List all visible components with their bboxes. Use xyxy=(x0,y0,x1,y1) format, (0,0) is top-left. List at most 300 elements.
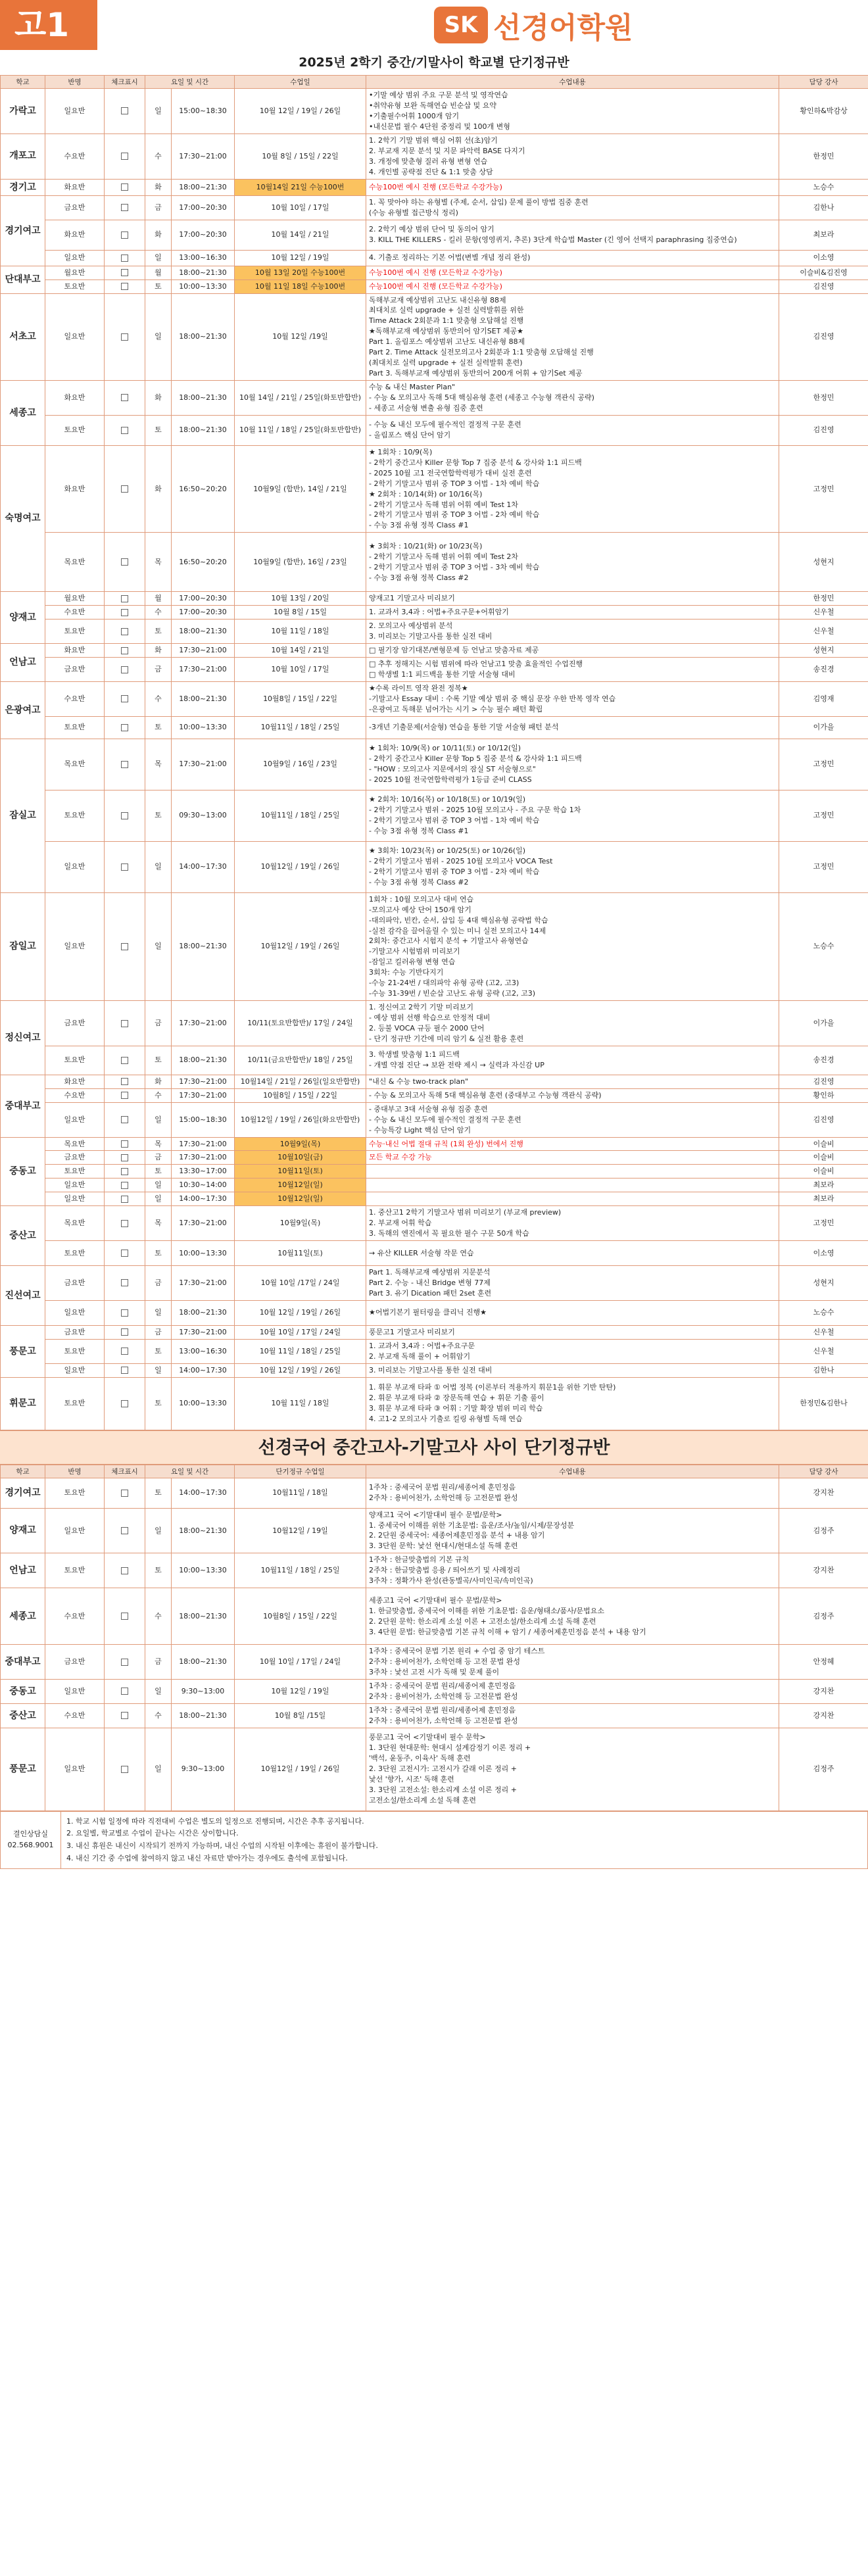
day-cell: 일 xyxy=(145,1192,172,1206)
day-cell: 일 xyxy=(145,250,172,266)
logo-mark: SK xyxy=(434,7,488,43)
checkbox[interactable] xyxy=(121,1182,128,1189)
school-name: 풍문고 xyxy=(1,1325,45,1377)
teacher-cell: 김진영 xyxy=(779,1075,868,1088)
time-cell: 18:00~21:30 xyxy=(172,620,235,644)
check-cell xyxy=(105,1266,145,1301)
teacher-cell: 강지찬 xyxy=(779,1679,868,1703)
teacher-cell: 이슬비&김진영 xyxy=(779,266,868,279)
content-line: - 단기 정규반 기간에 미리 암기 & 실전 활용 훈련 xyxy=(369,1034,524,1043)
content-line: -수능 21-24번 / 대의파악 유형 공략 (고2, 고3) xyxy=(369,979,519,988)
table-row xyxy=(1,279,868,293)
teacher-cell: 황인하&박감상 xyxy=(779,89,868,134)
day-cell: 목 xyxy=(145,1137,172,1151)
time-cell: 17:30~21:00 xyxy=(172,1137,235,1151)
check-cell xyxy=(105,1478,145,1508)
table-row xyxy=(1,892,868,1000)
grade-label: 고1 xyxy=(0,0,97,50)
table-row xyxy=(1,1102,868,1137)
class-name: 토요반 xyxy=(45,790,105,841)
content-line: •내신문법 필수 4단원 중정리 및 100개 변형 xyxy=(369,122,510,131)
checkbox[interactable] xyxy=(121,761,128,768)
table-row xyxy=(1,445,868,533)
content-line: -3개년 기출문제(서술형) 연습을 통한 기말 서술형 패턴 분석 xyxy=(369,723,559,732)
class-name: 수요반 xyxy=(45,606,105,620)
content-line: 2. 부교재 독해 풀이 + 어휘암기 xyxy=(369,1351,471,1361)
content-line: 2. 휘문 부교재 타파 ② 장문독해 연습 + 휘문 기출 풀이 xyxy=(369,1394,544,1403)
content-line: - 예상 범위 선행 학습으로 안정적 대비 xyxy=(369,1013,491,1023)
content-cell xyxy=(366,1001,779,1046)
checkbox[interactable] xyxy=(121,1168,128,1175)
schedule-table xyxy=(0,75,868,1430)
time-cell: 18:00~21:30 xyxy=(172,381,235,416)
time-cell: 17:30~21:00 xyxy=(172,1001,235,1046)
content-cell xyxy=(366,1645,779,1680)
class-name: 금요반 xyxy=(45,658,105,682)
content-line: 풍문고1 국어 <기말대비 필수 문학> xyxy=(369,1733,486,1742)
content-line: 수능100번 예시 진행 (모든학교 수강가능) xyxy=(369,281,502,291)
time-cell: 18:00~21:30 xyxy=(172,1300,235,1325)
content-line: Part 3. 유기 Dication 패턴 2set 훈련 xyxy=(369,1288,492,1298)
checkbox[interactable] xyxy=(121,1020,128,1027)
dates-cell: 10월12일 / 19일 xyxy=(235,1508,366,1553)
check-cell xyxy=(105,250,145,266)
dates-cell: 10월 14일 / 21일 xyxy=(235,644,366,658)
dates-cell: 10월 12일 / 19일 / 26일 xyxy=(235,1363,366,1377)
content-line: - 수능 3점 유형 정복 Class #1 xyxy=(369,521,469,530)
checkbox[interactable] xyxy=(121,333,128,341)
checkbox[interactable] xyxy=(121,485,128,493)
checkbox[interactable] xyxy=(121,1527,128,1534)
teacher-cell: 김영재 xyxy=(779,681,868,716)
checkbox[interactable] xyxy=(121,1250,128,1257)
time-cell: 14:00~17:30 xyxy=(172,1363,235,1377)
class-name: 화요반 xyxy=(45,179,105,195)
checkbox[interactable] xyxy=(121,1367,128,1374)
checkbox[interactable] xyxy=(121,1279,128,1286)
day-cell: 목 xyxy=(145,1206,172,1241)
content-line: Time Attack 2회분과 1:1 맞춤형 오답해설 진행 xyxy=(369,316,524,326)
day-cell: 화 xyxy=(145,1075,172,1088)
content-line: - 수능 & 모의고사 독해 5대 핵심유형 훈련 (세종고 수능형 객관식 공략) xyxy=(369,393,594,402)
academy-logo xyxy=(434,4,633,46)
content-line: Part 3. 독해부교재 예상범위 동반의어 200개 어휘 + 암기Set 제공 xyxy=(369,369,583,378)
checkbox[interactable] xyxy=(121,1057,128,1064)
teacher-cell: 최보라 xyxy=(779,1192,868,1206)
teacher-cell: 강지찬 xyxy=(779,1703,868,1728)
checkbox[interactable] xyxy=(121,204,128,211)
checkbox[interactable] xyxy=(121,609,128,616)
teacher-cell: 신우철 xyxy=(779,606,868,620)
teacher-cell: 김정주 xyxy=(779,1728,868,1810)
teacher-cell: 김진영 xyxy=(779,279,868,293)
content-line: Part 2. Time Attack 실전모의고사 2회분과 1:1 맞춤형 오답해설 진행 xyxy=(369,348,594,357)
checkbox[interactable] xyxy=(121,1116,128,1123)
check-cell xyxy=(105,1165,145,1179)
time-cell: 13:00~16:30 xyxy=(172,250,235,266)
column-header: 요일 및 시간 xyxy=(145,76,235,89)
day-cell: 금 xyxy=(145,1151,172,1165)
content-line: 3. 미리보는 기말고사를 통한 실전 대비 xyxy=(369,1365,493,1374)
teacher-cell: 고정민 xyxy=(779,445,868,533)
checkbox[interactable] xyxy=(121,1220,128,1227)
time-cell: 15:00~18:30 xyxy=(172,89,235,134)
dates-cell: 10월 12일 / 19일 xyxy=(235,250,366,266)
table-row xyxy=(1,415,868,445)
checkbox[interactable] xyxy=(121,1328,128,1336)
class-name: 화요반 xyxy=(45,445,105,533)
content-line: Part 1. 독해부교재 예상범위 지문분석 xyxy=(369,1268,491,1277)
content-cell xyxy=(366,716,779,739)
content-line: -대의파악, 빈칸, 순서, 삽입 등 4대 핵심유형 공략법 학습 xyxy=(369,915,548,925)
checkbox[interactable] xyxy=(121,595,128,602)
table-row xyxy=(1,716,868,739)
dates-cell: 10월 14일 / 21일 / 25일(화토반합반) xyxy=(235,381,366,416)
class-name: 금요반 xyxy=(45,1645,105,1680)
content-cell xyxy=(366,644,779,658)
checkbox[interactable] xyxy=(121,269,128,276)
teacher-cell: 김진영 xyxy=(779,293,868,381)
time-cell: 17:00~20:30 xyxy=(172,195,235,220)
teacher-cell: 이가을 xyxy=(779,1001,868,1046)
checkbox[interactable] xyxy=(121,394,128,401)
content-line: 풍문고1 기말고사 미리보기 xyxy=(369,1327,455,1336)
column-header: 수업내용 xyxy=(366,76,779,89)
content-cell xyxy=(366,841,779,892)
table-row xyxy=(1,1300,868,1325)
check-cell xyxy=(105,89,145,134)
checkbox[interactable] xyxy=(121,1309,128,1317)
column-header: 학교 xyxy=(1,76,45,89)
class-name: 일요반 xyxy=(45,1679,105,1703)
table-row xyxy=(1,89,868,134)
content-line: 4. 개인별 공략점 진단 & 1:1 맞춤 상담 xyxy=(369,167,493,176)
checkbox[interactable] xyxy=(121,812,128,819)
content-line: - 2학기 기말고사 범위 중 TOP 3 어법 - 2차 예비 학습 xyxy=(369,510,540,520)
content-cell xyxy=(366,739,779,790)
school-name: 풍문고 xyxy=(1,1728,45,1810)
content-cell xyxy=(366,195,779,220)
checkbox[interactable] xyxy=(121,943,128,950)
day-cell: 토 xyxy=(145,1241,172,1266)
time-cell: 14:00~17:30 xyxy=(172,841,235,892)
day-cell: 화 xyxy=(145,179,172,195)
time-cell: 9:30~13:00 xyxy=(172,1679,235,1703)
class-name: 일요반 xyxy=(45,1363,105,1377)
content-line: 3. 3단원 문학: 낯선 현대시/현대소설 독해 훈련 xyxy=(369,1542,518,1551)
time-cell: 17:30~21:00 xyxy=(172,1075,235,1088)
content-line: - 2학기 중간고사 Killer 문항 Top 5 집중 분석 & 강사와 1:1 피드백 xyxy=(369,754,582,764)
checkbox[interactable] xyxy=(121,1348,128,1355)
time-cell: 16:50~20:20 xyxy=(172,533,235,592)
day-cell: 토 xyxy=(145,1339,172,1363)
class-name: 화요반 xyxy=(45,381,105,416)
table-row xyxy=(1,658,868,682)
column-header: 단기정규 수업일 xyxy=(235,1465,366,1478)
dates-cell: 10월 10일 / 17일 xyxy=(235,658,366,682)
checkbox[interactable] xyxy=(121,231,128,239)
day-cell: 목 xyxy=(145,533,172,592)
check-cell xyxy=(105,1339,145,1363)
content-line: 2주차 : 한글맞춤법 응용 / 띄어쓰기 및 사례정리 xyxy=(369,1566,521,1575)
table-row xyxy=(1,1645,868,1680)
check-cell xyxy=(105,1046,145,1075)
consult-label: 결인상담실 xyxy=(12,1830,49,1839)
checkbox[interactable] xyxy=(121,1613,128,1620)
class-name: 수요반 xyxy=(45,681,105,716)
class-name: 일요반 xyxy=(45,1728,105,1810)
day-cell: 일 xyxy=(145,89,172,134)
table-row xyxy=(1,1553,868,1588)
content-line: - 수능특강 Light 핵심 단어 암기 xyxy=(369,1125,471,1134)
checkbox[interactable] xyxy=(121,1712,128,1719)
teacher-cell: 이슬비 xyxy=(779,1137,868,1151)
time-cell: 17:00~20:30 xyxy=(172,592,235,606)
check-cell xyxy=(105,644,145,658)
content-line: 양재고1 국어 <기말대비 필수 문법/문학> xyxy=(369,1510,502,1519)
check-cell xyxy=(105,1241,145,1266)
content-line: - 2학기 기말고사 범위 중 TOP 3 어법 - 1차 예비 학습 xyxy=(369,816,540,825)
content-cell xyxy=(366,220,779,250)
content-line: 1주차 : 한글맞춤법의 기본 규칙 xyxy=(369,1555,470,1565)
checkbox[interactable] xyxy=(121,647,128,654)
day-cell: 일 xyxy=(145,1679,172,1703)
day-cell: 화 xyxy=(145,220,172,250)
check-cell xyxy=(105,1363,145,1377)
content-cell xyxy=(366,790,779,841)
check-cell xyxy=(105,266,145,279)
content-line: - 개별 약점 진단 → 보완 전략 제시 → 실력과 자신감 UP xyxy=(369,1061,544,1070)
class-name: 금요반 xyxy=(45,195,105,220)
checkbox[interactable] xyxy=(121,628,128,635)
content-line: 수능100번 예시 진행 (모든학교 수강가능) xyxy=(369,182,502,191)
check-cell xyxy=(105,179,145,195)
school-name: 언남고 xyxy=(1,644,45,682)
content-cell xyxy=(366,445,779,533)
school-name: 중대부고 xyxy=(1,1645,45,1680)
check-cell xyxy=(105,195,145,220)
check-cell xyxy=(105,1679,145,1703)
teacher-cell: 이가을 xyxy=(779,716,868,739)
day-cell: 수 xyxy=(145,606,172,620)
teacher-cell: 성현지 xyxy=(779,533,868,592)
day-cell: 화 xyxy=(145,445,172,533)
footer-note: 3. 내신 휴원은 내신이 시작되기 전까지 가능하며, 내신 수업의 시작된 이후에는 휴원이 불가합니다. xyxy=(66,1841,378,1851)
content-cell xyxy=(366,1300,779,1325)
content-cell xyxy=(366,1206,779,1241)
teacher-cell: 이슬비 xyxy=(779,1151,868,1165)
table-row xyxy=(1,644,868,658)
content-line: - 2학기 기말고사 범위 중 TOP 3 어법 - 2차 예비 학습 xyxy=(369,867,540,877)
day-cell: 금 xyxy=(145,1325,172,1339)
teacher-cell: 김진영 xyxy=(779,415,868,445)
consult-phone: 02.568.9001 xyxy=(7,1840,54,1849)
check-cell xyxy=(105,1088,145,1102)
content-cell xyxy=(366,1377,779,1430)
class-name: 일요반 xyxy=(45,892,105,1000)
teacher-cell: 송진경 xyxy=(779,1046,868,1075)
table-row xyxy=(1,841,868,892)
day-cell: 금 xyxy=(145,1266,172,1301)
checkbox[interactable] xyxy=(121,427,128,434)
day-cell: 일 xyxy=(145,1102,172,1137)
day-cell: 화 xyxy=(145,381,172,416)
check-cell xyxy=(105,1001,145,1046)
content-cell xyxy=(366,1339,779,1363)
content-line: 수능100번 예시 진행 (모든학교 수강가능) xyxy=(369,268,502,277)
check-cell xyxy=(105,1553,145,1588)
checkbox[interactable] xyxy=(121,1567,128,1574)
content-line: 1. 교과서 3,4과 : 어법+주요구문+어휘암기 xyxy=(369,608,509,617)
class-name: 화요반 xyxy=(45,1075,105,1088)
checkbox[interactable] xyxy=(121,1140,128,1148)
dates-cell: 10월12일(일) xyxy=(235,1192,366,1206)
content-cell xyxy=(366,293,779,381)
check-cell xyxy=(105,606,145,620)
column-header: 반명 xyxy=(45,76,105,89)
teacher-cell: 송진경 xyxy=(779,658,868,682)
time-cell: 17:30~21:00 xyxy=(172,134,235,179)
footer-note: 1. 학교 시험 일정에 따라 직전대비 수업은 별도의 일정으로 진행되며, 시간은 추후 공지됩니다. xyxy=(66,1816,364,1826)
content-line: 2. 부교재 어휘 학습 xyxy=(369,1219,432,1228)
checkbox[interactable] xyxy=(121,1659,128,1666)
table-row xyxy=(1,1192,868,1206)
dates-cell: 10월12일 / 19일 / 26일 xyxy=(235,841,366,892)
dates-cell: 10월 10일 /17일 / 24일 xyxy=(235,1266,366,1301)
school-name: 중동고 xyxy=(1,1679,45,1703)
checkbox[interactable] xyxy=(121,1196,128,1203)
time-cell: 17:30~21:00 xyxy=(172,658,235,682)
time-cell: 17:30~21:00 xyxy=(172,1266,235,1301)
class-name: 월요반 xyxy=(45,266,105,279)
checkbox[interactable] xyxy=(121,183,128,191)
checkbox[interactable] xyxy=(121,1688,128,1695)
dates-cell: 10월10일(금) xyxy=(235,1151,366,1165)
checkbox[interactable] xyxy=(121,666,128,673)
content-line: ★ 2회차 : 10/14(화) or 10/16(목) xyxy=(369,489,483,498)
content-line: - 2025 10월 전국연합학력평가 1등급 준비 CLASS xyxy=(369,775,532,785)
content-line: 1주차 : 중세국어 문법 기본 원리 + 수업 중 암기 테스트 xyxy=(369,1647,545,1656)
dates-cell: 10월12일 / 19일 / 26일 xyxy=(235,1728,366,1810)
table-row xyxy=(1,1165,868,1179)
check-cell xyxy=(105,1179,145,1192)
day-cell: 금 xyxy=(145,195,172,220)
day-cell: 목 xyxy=(145,739,172,790)
check-cell xyxy=(105,739,145,790)
checkbox[interactable] xyxy=(121,153,128,160)
day-cell: 월 xyxy=(145,592,172,606)
content-line: 2주차 : 용비어천가, 소학언해 등 고전 문법 완성 xyxy=(369,1657,520,1666)
content-line: ★ 2회차: 10/16(목) or 10/18(토) or 10/19(일) xyxy=(369,795,526,804)
check-cell xyxy=(105,415,145,445)
dates-cell: 10월11일(토) xyxy=(235,1241,366,1266)
teacher-cell: 황인하 xyxy=(779,1088,868,1102)
school-name: 경기여고 xyxy=(1,1478,45,1508)
dates-cell: 10월8일 / 15일 / 22일 xyxy=(235,1088,366,1102)
dates-cell: 10월 10일 / 17일 / 24일 xyxy=(235,1645,366,1680)
checkbox[interactable] xyxy=(121,1490,128,1497)
class-name: 토요반 xyxy=(45,279,105,293)
table-row xyxy=(1,681,868,716)
checkbox[interactable] xyxy=(121,1078,128,1085)
dates-cell: 10/11(금요반합반)/ 18일 / 25일 xyxy=(235,1046,366,1075)
content-line: 1. 꼭 맞아야 하는 유형별 (주제, 순서, 삽입) 문제 풀이 방법 집중 훈련 xyxy=(369,197,589,207)
content-cell xyxy=(366,1137,779,1151)
check-cell xyxy=(105,1508,145,1553)
checkbox[interactable] xyxy=(121,283,128,290)
dates-cell: 10월12일(일) xyxy=(235,1179,366,1192)
content-line: - 수능 3점 유형 정복 Class #2 xyxy=(369,878,469,887)
content-line: 1. 교과서 3,4과 : 어법+주요구문 xyxy=(369,1341,475,1350)
checkbox[interactable] xyxy=(121,107,128,114)
content-line: 3주차 : 낯선 고전 시가 독해 및 문제 풀이 xyxy=(369,1668,500,1677)
dates-cell: 10월 8일 / 15일 xyxy=(235,606,366,620)
table-row xyxy=(1,1179,868,1192)
class-name: 일요반 xyxy=(45,1192,105,1206)
day-cell: 수 xyxy=(145,134,172,179)
content-line: 수능·내신 어법 절대 규칙 (1회 완성) 번에서 진행 xyxy=(369,1139,523,1148)
check-cell xyxy=(105,1102,145,1137)
checkbox[interactable] xyxy=(121,558,128,566)
class-name: 토요반 xyxy=(45,620,105,644)
checkbox[interactable] xyxy=(121,255,128,262)
class-name: 월요반 xyxy=(45,592,105,606)
dates-cell: 10월 13일 20일 수능100번 xyxy=(235,266,366,279)
time-cell: 9:30~13:00 xyxy=(172,1728,235,1810)
day-cell: 화 xyxy=(145,644,172,658)
checkbox[interactable] xyxy=(121,863,128,871)
time-cell: 18:00~21:30 xyxy=(172,892,235,1000)
dates-cell: 10월12일 / 19일 / 26일(화요반합반) xyxy=(235,1102,366,1137)
content-line: 2. 2학기 예상 범위 단어 및 동의어 암기 xyxy=(369,225,494,234)
teacher-cell: 노승수 xyxy=(779,179,868,195)
day-cell: 토 xyxy=(145,1165,172,1179)
checkbox[interactable] xyxy=(121,1092,128,1099)
time-cell: 17:30~21:00 xyxy=(172,1325,235,1339)
content-line: □ 추후 정해지는 시험 범위에 따라 언남고1 맞춤 효율적인 수업진행 xyxy=(369,660,583,669)
school-name: 단대부고 xyxy=(1,266,45,293)
content-line: 2. 2단원 중세국어: 세종어제훈민정음 분석 + 내용 암기 xyxy=(369,1531,545,1540)
content-cell xyxy=(366,1075,779,1088)
check-cell xyxy=(105,220,145,250)
content-cell xyxy=(366,1553,779,1588)
checkbox[interactable] xyxy=(121,695,128,702)
content-cell xyxy=(366,620,779,644)
class-name: 일요반 xyxy=(45,1300,105,1325)
checkbox[interactable] xyxy=(121,724,128,731)
content-line: - 수능 & 모의고사 독해 5대 핵심유형 훈련 (중대부고 수능형 객관식 공략) xyxy=(369,1090,602,1100)
day-cell: 토 xyxy=(145,1478,172,1508)
check-cell xyxy=(105,1588,145,1645)
column-header: 체크표시 xyxy=(105,1465,145,1478)
checkbox[interactable] xyxy=(121,1154,128,1161)
time-cell: 10:00~13:30 xyxy=(172,1241,235,1266)
check-cell xyxy=(105,620,145,644)
content-line: ★ 1회차: 10/9(목) or 10/11(토) or 10/12(일) xyxy=(369,744,521,753)
check-cell xyxy=(105,681,145,716)
class-name: 수요반 xyxy=(45,1588,105,1645)
content-line: ★ 3회차 : 10/21(화) or 10/23(목) xyxy=(369,541,483,550)
day-cell: 일 xyxy=(145,1363,172,1377)
checkbox[interactable] xyxy=(121,1766,128,1773)
content-cell xyxy=(366,1703,779,1728)
class-name: 토요반 xyxy=(45,716,105,739)
checkbox[interactable] xyxy=(121,1400,128,1407)
column-header: 체크표시 xyxy=(105,76,145,89)
class-name: 토요반 xyxy=(45,415,105,445)
content-cell xyxy=(366,592,779,606)
dates-cell: 10월 12일 / 19일 / 26일 xyxy=(235,1300,366,1325)
